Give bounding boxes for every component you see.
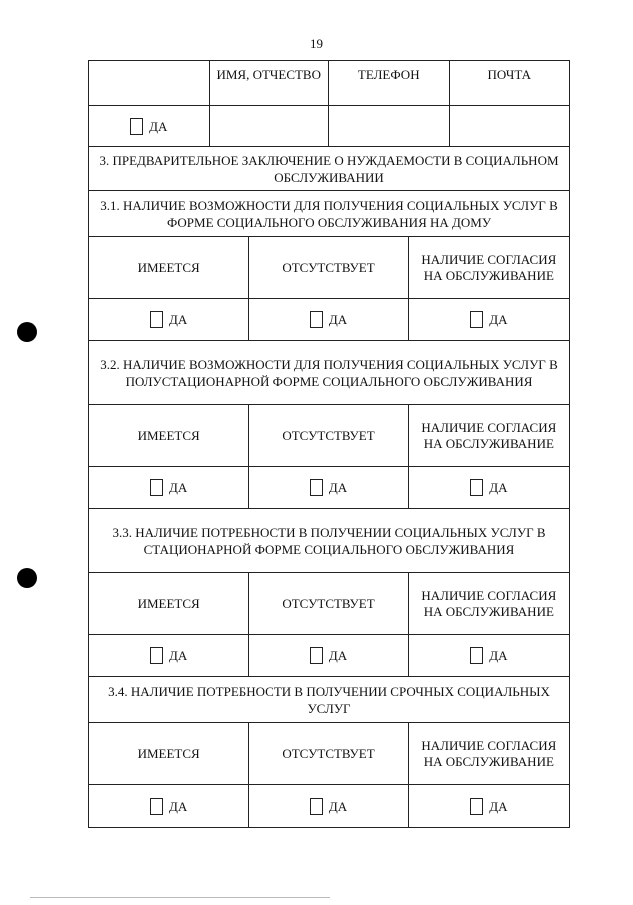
contact-header-email: ПОЧТА bbox=[487, 67, 532, 82]
available-checkbox[interactable] bbox=[150, 479, 163, 496]
absent-checkbox[interactable] bbox=[310, 798, 323, 815]
subsection-title-row bbox=[89, 341, 569, 405]
page-number: 19 bbox=[310, 36, 323, 51]
subsection-title-row bbox=[89, 677, 569, 723]
contact-header-phone: ТЕЛЕФОН bbox=[329, 61, 450, 105]
subsection-3-3-yes-row bbox=[89, 635, 569, 677]
consent-checkbox[interactable] bbox=[470, 647, 483, 664]
yes-label: ДА bbox=[169, 798, 188, 814]
subsection-3-3-header-row bbox=[89, 573, 569, 635]
yes-label: ДА bbox=[149, 118, 168, 134]
yes-cell bbox=[249, 467, 408, 508]
header-absent: ОТСУТСТВУЕТ bbox=[249, 405, 408, 466]
yes-cell bbox=[409, 785, 569, 827]
contact-yes-cell bbox=[89, 106, 210, 146]
yes-label: ДА bbox=[169, 480, 188, 495]
yes-cell bbox=[249, 785, 408, 827]
subsection-3-3-title: 3.3. НАЛИЧИЕ ПОТРЕБНОСТИ В ПОЛУЧЕНИИ СОЦИАЛЬНЫХ УСЛУГ В СТАЦИОНАРНОЙ ФОРМЕ СОЦИАЛЬНОГО ОБСЛУЖИВАНИЯ bbox=[112, 524, 546, 557]
subsection-title-row bbox=[89, 509, 569, 573]
absent-checkbox[interactable] bbox=[310, 311, 323, 328]
yes-label: ДА bbox=[328, 648, 348, 663]
header-available: ИМЕЕТСЯ bbox=[89, 573, 249, 634]
consent-checkbox[interactable] bbox=[470, 311, 483, 328]
contact-header-name: ИМЯ, ОТЧЕСТВО bbox=[210, 61, 330, 105]
yes-cell bbox=[249, 635, 408, 676]
header-available: ИМЕЕТСЯ bbox=[89, 237, 249, 298]
contact-yes-row bbox=[89, 106, 569, 147]
yes-label: ДА bbox=[328, 480, 348, 495]
yes-cell bbox=[89, 299, 249, 340]
yes-cell bbox=[249, 299, 408, 340]
available-checkbox[interactable] bbox=[150, 798, 163, 815]
subsection-3-2-title: 3.2. НАЛИЧИЕ ВОЗМОЖНОСТИ ДЛЯ ПОЛУЧЕНИЯ СОЦИАЛЬНЫХ УСЛУГ В ПОЛУСТАЦИОНАРНОЙ ФОРМЕ СОЦИАЛЬНОГО ОБСЛУЖИВАНИЯ bbox=[100, 356, 558, 389]
yes-label: ДА bbox=[328, 312, 348, 327]
name-value-cell[interactable] bbox=[210, 106, 330, 146]
header-available: ИМЕЕТСЯ bbox=[89, 723, 249, 784]
absent-checkbox[interactable] bbox=[310, 647, 323, 664]
yes-label: ДА bbox=[328, 798, 348, 814]
form-table bbox=[88, 60, 570, 828]
punch-hole-dot bbox=[17, 322, 37, 342]
absent-checkbox[interactable] bbox=[310, 479, 323, 496]
email-value-cell[interactable] bbox=[450, 106, 570, 146]
yes-cell bbox=[89, 635, 249, 676]
subsection-3-4-yes-row bbox=[89, 785, 569, 827]
yes-cell bbox=[409, 635, 569, 676]
punch-hole-dot bbox=[17, 568, 37, 588]
available-checkbox[interactable] bbox=[150, 647, 163, 664]
yes-cell bbox=[89, 785, 249, 827]
yes-label: ДА bbox=[169, 648, 188, 663]
consent-checkbox[interactable] bbox=[470, 798, 483, 815]
yes-label: ДА bbox=[489, 798, 508, 814]
contact-header-blank bbox=[89, 61, 210, 105]
subsection-3-2-yes-row bbox=[89, 467, 569, 509]
subsection-3-1-header-row bbox=[89, 237, 569, 299]
consent-checkbox[interactable] bbox=[470, 479, 483, 496]
header-consent: НАЛИЧИЕ СОГЛАСИЯ НА ОБСЛУЖИВАНИЕ bbox=[421, 251, 557, 283]
yes-cell bbox=[409, 467, 569, 508]
header-absent: ОТСУТСТВУЕТ bbox=[249, 573, 408, 634]
yes-cell bbox=[89, 467, 249, 508]
yes-cell bbox=[409, 299, 569, 340]
yes-checkbox[interactable] bbox=[130, 118, 143, 135]
subsection-title-row bbox=[89, 191, 569, 237]
available-checkbox[interactable] bbox=[150, 311, 163, 328]
subsection-3-2-header-row bbox=[89, 405, 569, 467]
phone-value-cell[interactable] bbox=[329, 106, 450, 146]
yes-label: ДА bbox=[489, 480, 508, 495]
yes-label: ДА bbox=[489, 648, 508, 663]
section-title-row bbox=[89, 147, 569, 191]
header-absent: ОТСУТСТВУЕТ bbox=[249, 237, 408, 298]
header-consent: НАЛИЧИЕ СОГЛАСИЯ НА ОБСЛУЖИВАНИЕ bbox=[421, 419, 557, 451]
scan-edge-line bbox=[30, 897, 330, 898]
subsection-3-1-yes-row bbox=[89, 299, 569, 341]
header-consent: НАЛИЧИЕ СОГЛАСИЯ НА ОБСЛУЖИВАНИЕ bbox=[421, 587, 557, 619]
yes-label: ДА bbox=[489, 312, 508, 327]
header-absent: ОТСУТСТВУЕТ bbox=[249, 723, 408, 784]
subsection-3-1-title: 3.1. НАЛИЧИЕ ВОЗМОЖНОСТИ ДЛЯ ПОЛУЧЕНИЯ СОЦИАЛЬНЫХ УСЛУГ В ФОРМЕ СОЦИАЛЬНОГО ОБСЛУЖИВАНИЯ НА ДОМУ bbox=[100, 197, 558, 230]
header-consent: НАЛИЧИЕ СОГЛАСИЯ НА ОБСЛУЖИВАНИЕ bbox=[421, 737, 557, 769]
subsection-3-4-header-row bbox=[89, 723, 569, 785]
contact-header-row bbox=[89, 61, 569, 106]
header-available: ИМЕЕТСЯ bbox=[89, 405, 249, 466]
section-3-title: 3. ПРЕДВАРИТЕЛЬНОЕ ЗАКЛЮЧЕНИЕ О НУЖДАЕМОСТИ В СОЦИАЛЬНОМ ОБСЛУЖИВАНИИ bbox=[99, 152, 559, 185]
subsection-3-4-title: 3.4. НАЛИЧИЕ ПОТРЕБНОСТИ В ПОЛУЧЕНИИ СРОЧНЫХ СОЦИАЛЬНЫХ УСЛУГ bbox=[108, 683, 550, 716]
yes-label: ДА bbox=[169, 312, 188, 327]
